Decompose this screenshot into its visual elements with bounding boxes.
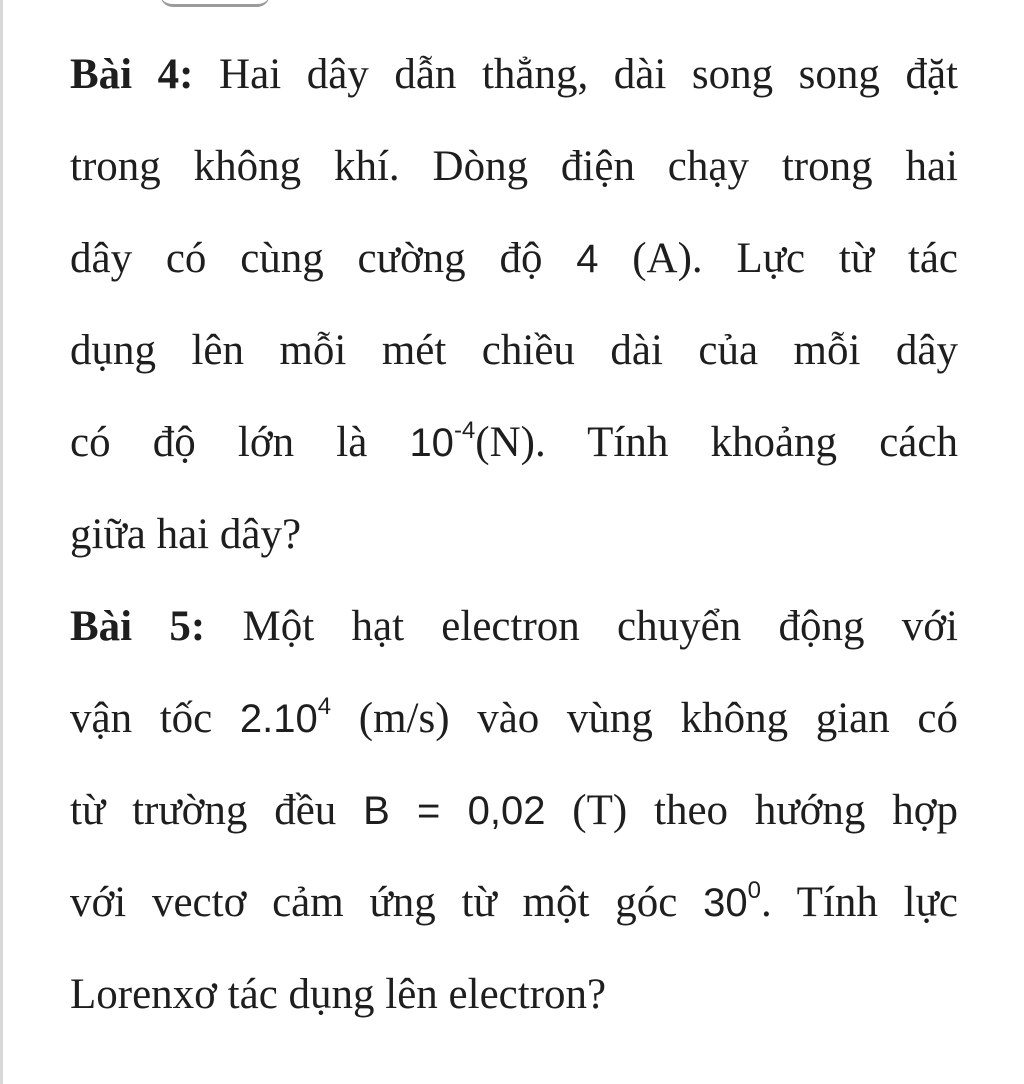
p4-text-6: giữa hai dây? [70, 511, 302, 558]
p4-line-3 [70, 214, 958, 304]
p5-line-4 [70, 858, 958, 948]
p4-line-5 [70, 398, 958, 488]
problem-4-label: Bài 4: [70, 51, 194, 98]
p5-line-5 [70, 950, 958, 1040]
p5-text-3a: từ trường đều [70, 787, 364, 834]
p5-line-2 [70, 674, 958, 764]
p4-line-4 [70, 306, 958, 396]
p5-line-3 [70, 766, 958, 856]
p4-text-1: Hai dây dẫn thẳng, dài song song đặt [193, 51, 958, 98]
p4-text-4: dụng lên mỗi mét chiều dài của mỗi dây [70, 327, 958, 374]
p4-line-2 [70, 122, 958, 212]
p5-field-value: B = 0,02 [363, 789, 546, 833]
p5-line-1 [70, 582, 958, 672]
p5-velocity-base: 2.10 [239, 697, 318, 741]
p4-current-value: 4 [576, 237, 599, 281]
p5-angle-exponent: 0 [747, 877, 761, 904]
problem-5-label: Bài 5: [70, 603, 206, 650]
p4-line-1 [70, 30, 958, 120]
p5-text-2b: (m/s) vào vùng không gian có [331, 695, 958, 742]
p5-text-2a: vận tốc [70, 695, 240, 742]
p4-text-3a: dây có cùng cường độ [70, 235, 577, 282]
page-left-border [0, 0, 3, 1084]
p4-text-5a: có độ lớn là [70, 419, 410, 466]
p4-force-base: 10 [409, 421, 454, 465]
p4-text-3b: (A). Lực từ tác [598, 235, 958, 282]
p5-text-4b: . Tính lực [760, 879, 958, 926]
p4-force-exponent: -4 [453, 417, 476, 444]
p5-text-4a: với vectơ cảm ứng từ một góc [70, 879, 704, 926]
p4-text-5b: (N). Tính khoảng cách [475, 419, 958, 466]
p4-text-2: trong không khí. Dòng điện chạy trong hai [70, 143, 958, 190]
p5-text-5: Lorenxơ tác dụng lên electron? [70, 971, 607, 1018]
p4-line-6 [70, 490, 958, 580]
cropped-text-fragment [160, 0, 270, 7]
p5-velocity-exponent: 4 [317, 693, 332, 720]
p5-text-1: Một hạt electron chuyển động với [205, 603, 958, 650]
p5-angle-base: 30 [703, 881, 748, 925]
p5-text-3b: (T) theo hướng hợp [545, 787, 958, 834]
